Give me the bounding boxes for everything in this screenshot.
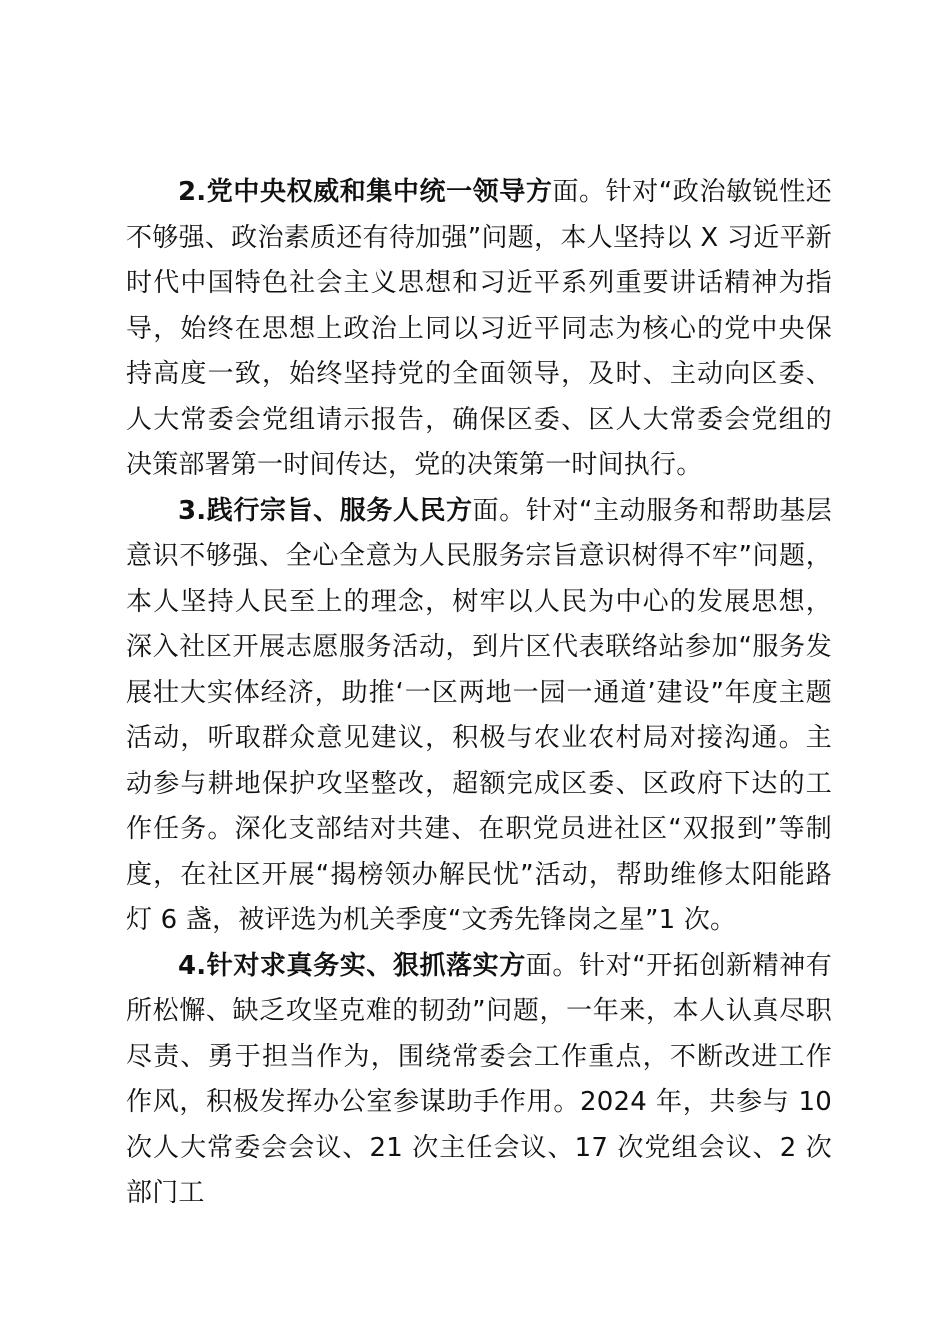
paragraph-3: [126, 489, 832, 944]
paragraph-2: [126, 170, 832, 489]
paragraph-4: [126, 944, 832, 1217]
paragraph-4-heading: 4.针对求真务实、狠抓落实方: [178, 950, 526, 981]
paragraph-3-text: 面。针对“主动服务和帮助基层意识不够强、全心全意为人民服务宗旨意识树得不牢”问题，本人坚持人民至上的理念，树牢以人民为中心的发展思想，深入社区开展志愿服务活动，到片区代表联络站参加“服务发展壮大实体经济，助推‘一区两地一园一通道’建设”年度主题活动，听取群众意见建议，积极与农业农村局对接沟通。主动参与耕地保护攻坚整改，超额完成区委、区政府下达的工作任务。深化支部结对共建、在职党员进社区“双报到”等制度，在社区开展“揭榜领办解民忧”活动，帮助维修太阳能路灯 6 盏，被评选为机关季度“文秀先锋岗之星”1 次。: [126, 495, 832, 935]
paragraph-2-text: 面。针对“政治敏锐性还不够强、政治素质还有待加强”问题，本人坚持以 X 习近平新时代中国特色社会主义思想和习近平系列重要讲话精神为指导，始终在思想上政治上同以习近平同志为核心的党中央保持高度一致，始终坚持党的全面领导，及时、主动向区委、人大常委会党组请示报告，确保区委、区人大常委会党组的决策部署第一时间传达，党的决策第一时间执行。: [126, 177, 833, 480]
paragraph-3-heading: 3.践行宗旨、服务人民方: [178, 495, 473, 526]
document-body: [126, 170, 832, 1217]
paragraph-2-heading: 2.党中央权威和集中统一领导方: [178, 177, 553, 207]
paragraph-4-text: 面。针对“开拓创新精神有所松懈、缺乏攻坚克难的韧劲”问题，一年来，本人认真尽职尽责、勇于担当作为，围绕常委会工作重点，不断改进工作作风，积极发挥办公室参谋助手作用。2024 年，共参与 10 次人大常委会会议、21 次主任会议、17 次党组会议、2 次部门工: [126, 950, 832, 1208]
